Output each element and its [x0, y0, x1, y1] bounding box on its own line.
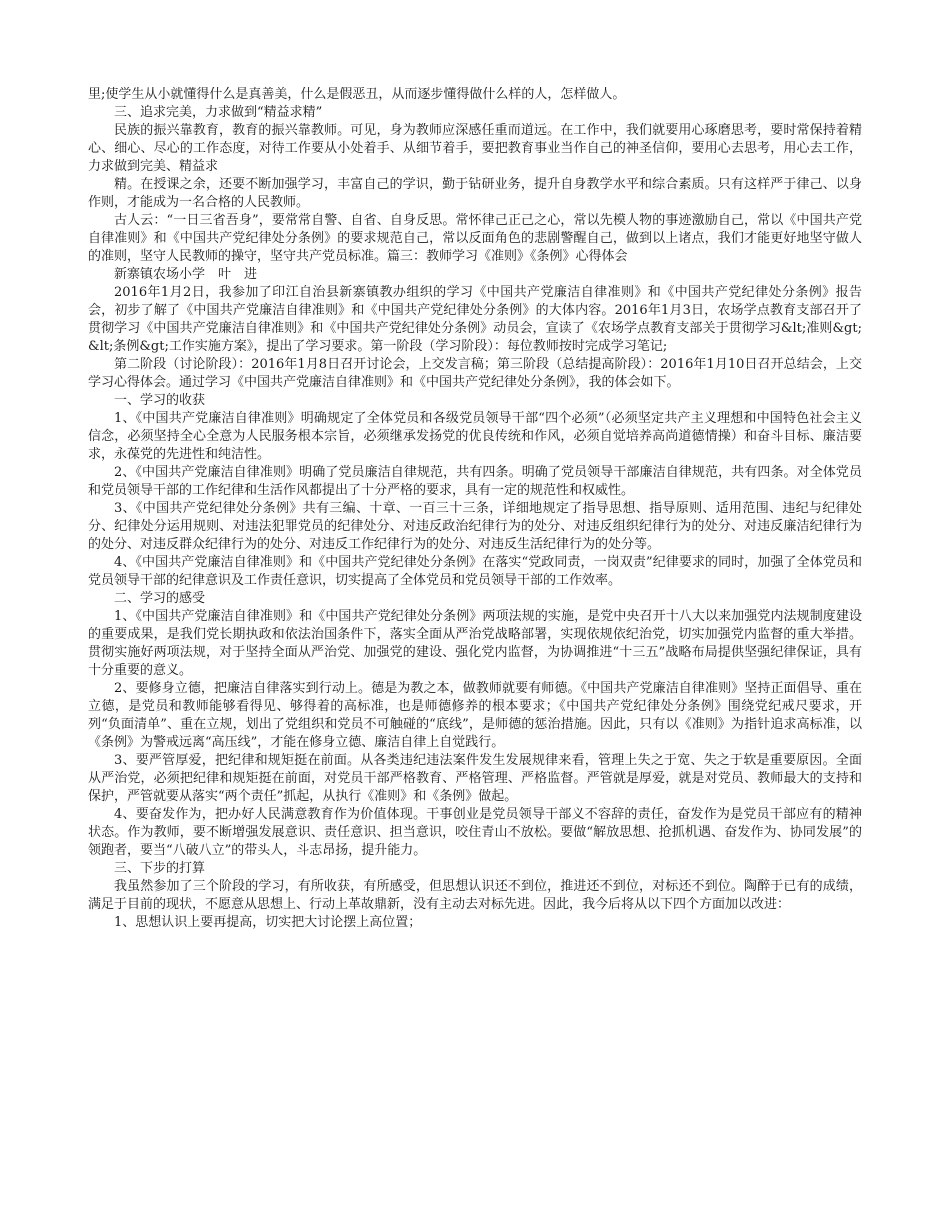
paragraph: 2、要修身立德，把廉洁自律落实到行动上。德是为教之本，做教师就要有师德。《中国共产党廉洁自律准则》坚持正面倡导、重在立德，是党员和教师能够看得见、够得着的高标准，也是师德修养的根本要求；《中国共产党纪律处分条例》围绕党纪戒尺要求，开列“负面清单”、重在立规，划出了党组织和党员不可触碰的“底线”，是师德的惩治措施。因此，只有以《准则》为指针追求高标准，以《条例》为警戒远离“高压线”，才能在修身立德、廉洁自律上自觉践行。 — [88, 681, 862, 750]
paragraph: 1、思想认识上要再提高，切实把大讨论摆上高位置； — [114, 915, 422, 930]
paragraph: 我虽然参加了三个阶段的学习，有所收获，有所感受，但思想认识还不到位，推进还不到位，对标还不到位。陶醉于已有的成绩，满足于目前的现状，不愿意从思想上、行动上革故鼎新，没有主动去对标先进。因此，我今后将从以下四个方面加以改进： — [88, 879, 862, 912]
paragraph: 4、要奋发作为，把办好人民满意教育作为价值体现。干事创业是党员领导干部义不容辞的责任，奋发作为是党员干部应有的精神状态。作为教师，要不断增强发展意识、责任意识、担当意识，咬住青山不放松。要做“解放思想、抢抓机遇、奋发作为、协同发展”的领跑者，要当“八破八立”的带头人，斗志昂扬，提升能力。 — [88, 807, 862, 858]
paragraph: 3、要严管厚爱，把纪律和规矩挺在前面。从各类违纪违法案件发生发展规律来看，管理上失之于宽、失之于软是重要原因。全面从严治党，必须把纪律和规矩挺在前面，对党员干部严格教育、严格管理、严格监督。严管就是厚爱，就是对党员、教师最大的支持和保护，严管就要从落实“两个责任”抓起，从执行《准则》和《条例》做起。 — [88, 753, 862, 804]
paragraph: 里;使学生从小就懂得什么是真善美，什么是假恶丑，从而逐步懂得做什么样的人，怎样做人。 — [88, 87, 626, 102]
section-heading: 二、学习的感受 — [114, 591, 206, 606]
paragraph: 2016年1月2日，我参加了印江自治县新寨镇教办组织的学习《中国共产党廉洁自律准则》和《中国共产党纪律处分条例》报告会，初步了解了《中国共产党廉洁自律准则》和《中国共产党纪律处分条例》的大体内容。2016年1月3日，农场学点教育支部召开了贯彻学习《中国共产党廉洁自律准则》和《中国共产党纪律处分条例》动员会，宣读了《农场学点教育支部关于贯彻学习&lt;准则&gt;&lt;条例&gt;工作实施方案》，提出了学习要求。第一阶段（学习阶段）：每位教师按时完成学习笔记; — [88, 285, 862, 354]
paragraph: 2、《中国共产党廉洁自律准则》明确了党员廉洁自律规范，共有四条。明确了党员领导干部廉洁自律规范，共有四条。对全体党员和党员领导干部的工作纪律和生活作风都提出了十分严格的要求，具有一定的规范性和权威性。 — [88, 465, 862, 498]
section-heading: 三、下步的打算 — [114, 861, 206, 876]
paragraph: 古人云：“一日三省吾身”，要常常自警、自省、自身反思。常怀律己正己之心，常以先模人物的事迹激励自己，常以《中国共产党自律准则》和《中国共产党纪律处分条例》的要求规范自己，常以反面角色的悲剧警醒自己，做到以上诸点，我们才能更好地坚守做人的准则，坚守人民教师的操守，坚守共产党员标准。篇三：教师学习《准则》《条例》心得体会 — [88, 213, 862, 264]
paragraph: 1、《中国共产党廉洁自律准则》明确规定了全体党员和各级党员领导干部“四个必须”（必须坚定共产主义理想和中国特色社会主义信念，必须坚持全心全意为人民服务根本宗旨，必须继承发扬党的优良传统和作风，必须自觉培养高尚道德情操）和奋斗目标、廉洁要求，永葆党的先进性和纯洁性。 — [88, 411, 862, 462]
section-heading: 一、学习的收获 — [114, 393, 206, 408]
section-heading: 三、追求完美，力求做到“精益求精” — [114, 105, 323, 120]
author-line: 新寨镇农场小学 叶 进 — [114, 267, 258, 282]
paragraph: 精。在授课之余，还要不断加强学习，丰富自己的学识，勤于钻研业务，提升自身教学水平和综合素质。只有这样严于律己、以身作则，才能成为一名合格的人民教师。 — [88, 177, 862, 210]
paragraph: 第二阶段（讨论阶段）：2016年1月8日召开讨论会，上交发言稿；第三阶段（总结提高阶段）：2016年1月10日召开总结会，上交学习心得体会。通过学习《中国共产党廉洁自律准则》和《中国共产党纪律处分条例》，我的体会如下。 — [88, 357, 862, 390]
paragraph: 民族的振兴靠教育，教育的振兴靠教师。可见，身为教师应深感任重而道远。在工作中，我们就要用心琢磨思考，要时常保持着精心、细心、尽心的工作态度，对待工作要从小处着手、从细节着手，要把教育事业当作自己的神圣信仰，要用心去思考，用心去工作，力求做到完美、精益求 — [88, 123, 862, 174]
paragraph: 1、《中国共产党廉洁自律准则》和《中国共产党纪律处分条例》两项法规的实施，是党中央召开十八大以来加强党内法规制度建设的重要成果，是我们党长期执政和依法治国条件下，落实全面从严治党战略部署，实现依规依纪治党，切实加强党内监督的重大举措。贯彻实施好两项法规，对于坚持全面从严治党、加强党的建设、强化党内监督，为协调推进“十三五”战略布局提供坚强纪律保证，具有十分重要的意义。 — [88, 609, 862, 678]
paragraph: 4、《中国共产党廉洁自律准则》和《中国共产党纪律处分条例》在落实“党政同责，一岗双责”纪律要求的同时，加强了全体党员和党员领导干部的纪律意识及工作责任意识，切实提高了全体党员和党员领导干部的工作效率。 — [88, 555, 862, 588]
paragraph: 3、《中国共产党纪律处分条例》共有三编、十章、一百三十三条，详细地规定了指导思想、指导原则、适用范围、违纪与纪律处分、纪律处分运用规则、对违法犯罪党员的纪律处分、对违反政治纪律行为的处分、对违反组织纪律行为的处分、对违反廉洁纪律行为的处分、对违反群众纪律行为的处分、对违反工作纪律行为的处分、对违反生活纪律行为的处分等。 — [88, 501, 862, 552]
